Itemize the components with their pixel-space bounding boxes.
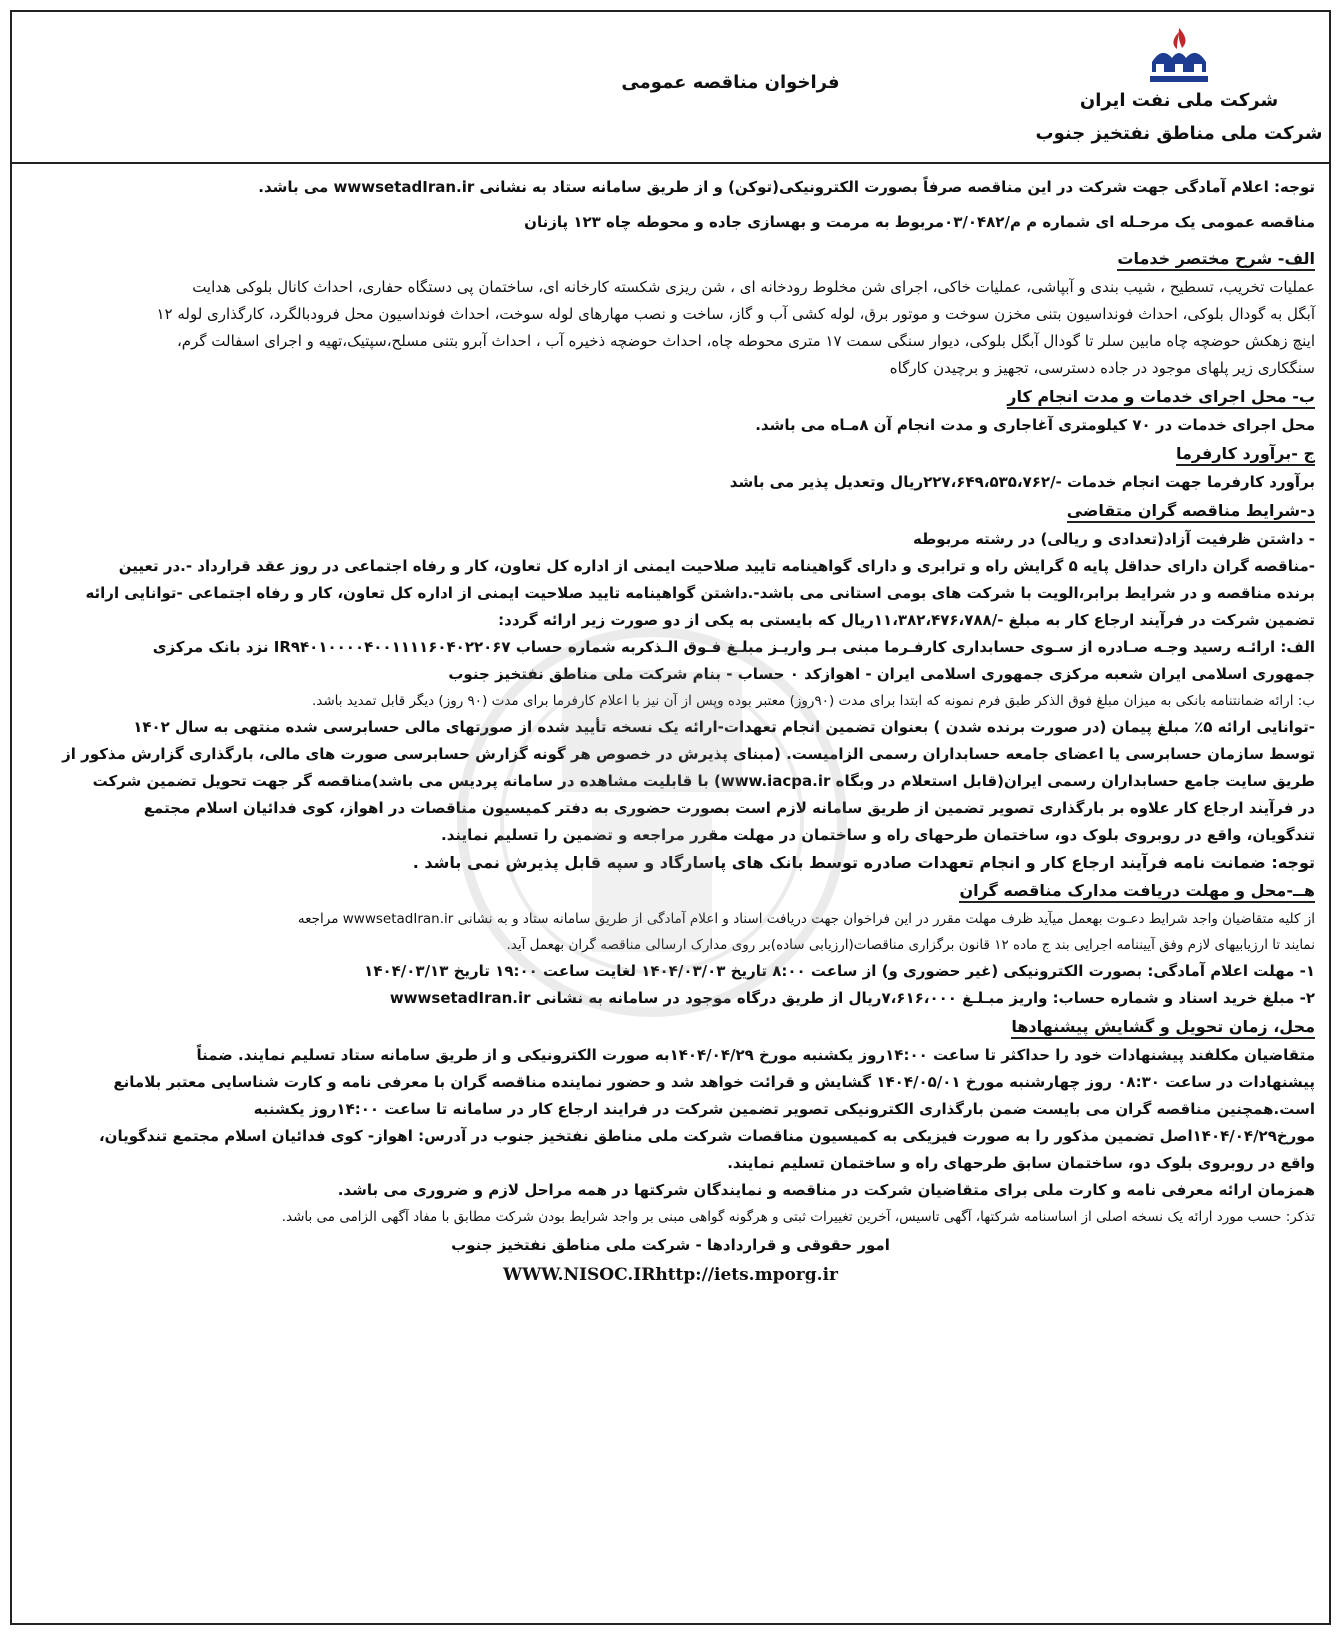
reminder-note: تذکر: حسب مورد ارائه یک نسخه اصلی از اساسنامه شرکتها، آگهی تاسیس، آخرین تغییرات ثبتی و هرگونه گواهی مبنی بر واجد شرایط بودن شرکت مطابق با مفاد آگهی الزامی می باشد. xyxy=(281,1209,1315,1225)
nioc-flame-logo-icon xyxy=(1144,26,1214,84)
company-name-nisoc: شرکت ملی مناطق نفتخیز جنوب xyxy=(1035,123,1323,144)
section-b-heading: ب- محل اجرای خدمات و مدت انجام کار xyxy=(26,382,1315,412)
electronic-notice: توجه: اعلام آمادگی جهت شرکت در این مناقصه صرفاً بصورت الکترونیکی(توکن) و از طریق سامانه ستاد به نشانی wwwsetadIran.ir می باشد. xyxy=(258,178,1315,196)
simultaneous-note: همزمان ارائه معرفی نامه و کارت ملی برای متقاضیان شرکت در مناقصه و نمایندگان شرکتها در همه مراحل لازم و ضروری می باشد. xyxy=(337,1181,1315,1199)
section-d-line: در فرآیند ارجاع کار علاوه بر بارگذاری تصویر تضمین از طریق سامانه لازم است بصورت حضوری به دفتر کمیسیون مناقصات در اهواز، کوی فدائیان اسلام مجتمع xyxy=(143,799,1315,817)
footer-urls: WWW.NISOC.IRhttp://iets.mporg.ir xyxy=(502,1265,838,1285)
guarantee-note: ب: ارائه ضمانتنامه بانکی به میزان مبلغ فوق الذکر طبق فرم نمونه که ابتدا برای مدت (۹۰روز) معتبر بوده وپس از آن نیز با اعلام کارفرما برای مدت (۹۰ روز) دیگر قابل تمدید باشد. xyxy=(311,693,1315,709)
tender-title: مناقصه عمومی یک مرحـله ای شماره م م/۰۳/۰۴۸۲مربوط به مرمت و بهسازی جاده و محوطه چاه ۱۲۳ پازنان xyxy=(524,213,1315,231)
section-f-line: مورخ۱۴۰۴/۰۴/۲۹اصل تضمین مذکور را به صورت فیزیکی به کمیسیون مناقصات شرکت ملی مناطق نفتخیز جنوب در آدرس: اهواز- کوی فدائیان اسلام مجتمع تندگویان، xyxy=(98,1127,1315,1145)
deadline-line: ۱- مهلت اعلام آمادگی: بصورت الکترونیکی (غیر حضوری و) از ساعت ۸:۰۰ تاریخ ۱۴۰۴/۰۳/۰۳ لغایت ساعت ۱۹:۰۰ تاریخ ۱۴۰۴/۰۳/۱۳ xyxy=(364,962,1315,980)
section-d-line: توسط سازمان حسابرسی یا اعضای جامعه حسابداران رسمی الزامیست. (مبنای پذیرش در خصوص هر گونه گزارش حسابرسی صورت های مالی، بارگذاری گزارش مذکور از xyxy=(62,745,1315,763)
tender-notice-page xyxy=(10,10,1331,1625)
section-c-heading: ج -برآورد کارفرما xyxy=(26,439,1315,469)
section-a-line: سنگکاری زیر پلهای موجود در جاده دسترسی، تجهیز و برچیدن کارگاه xyxy=(889,359,1315,377)
section-d-line: - داشتن ظرفیت آزاد(تعدادی و ریالی) در رشته مربوطه xyxy=(912,530,1315,548)
section-f-line: واقع در روبروی بلوک دو، ساختمان سابق طرحهای راه و ساختمان تسلیم نمایند. xyxy=(727,1154,1315,1172)
title-block xyxy=(12,12,1029,162)
section-d-line: -توانایی ارائه ۵٪ مبلغ پیمان (در صورت برنده شدن ) بعنوان تضمین انجام تعهدات-ارائه یک نسخه تأیید شده از صورتهای مالی حسابرسی شده منتهی به سال ۱۴۰۲ xyxy=(133,718,1315,736)
section-d-line: -مناقصه گران دارای حداقل پایه ۵ گرایش راه و ترابری و دارای گواهینامه تایید صلاحیت ایمنی از اداره کل تعاون، کار و رفاه اجتماعی در روز عقد قرارداد -.در تعیین xyxy=(118,557,1315,575)
section-e-line: نمایند تا ارزیابیهای لازم وفق آییننامه اجرایی بند ج ماده ۱۲ قانون برگزاری مناقصات(ارزیابی ساده)بر روی مدارک ارسالی مناقصه گران بهعمل آید. xyxy=(506,937,1315,953)
section-d-line: تندگویان، واقع در روبروی بلوک دو، ساختمان طرحهای راه و ساختمان در مهلت مقرر مراجعه و تضمین را تسلیم نمایند. xyxy=(441,826,1315,844)
section-b-text: محل اجرای خدمات در ۷۰ کیلومتری آغاجاری و مدت انجام آن ۸مـاه می باشد. xyxy=(755,416,1315,434)
section-d-line: تضمین شرکت در فرآیند ارجاع کار به مبلغ -/۱۱،۳۸۲،۴۷۶،۷۸۸ریال که بایستی به یکی از دو صورت زیر ارائه گردد: xyxy=(498,611,1315,629)
section-e-heading: هــ-محل و مهلت دریافت مدارک مناقصه گران xyxy=(26,876,1315,906)
section-d-line: طریق سایت جامع حسابداران رسمی ایران(قابل استعلام در وبگاه www.iacpa.ir) با قابلیت مشاهده در سامانه پردیس می باشد)مناقصه گر جهت تحویل تضمین شرکت xyxy=(92,772,1315,790)
section-d-heading: د-شرایط مناقصه گران متقاضی xyxy=(26,496,1315,526)
footer-signature: امور حقوقی و قراردادها - شرکت ملی مناطق نفتخیز جنوب xyxy=(451,1236,890,1254)
section-d-line: جمهوری اسلامی ایران شعبه مرکزی جمهوری اسلامی ایران - اهوازکد ۰ حساب - بنام شرکت ملی مناطق نفتخیز جنوب xyxy=(448,665,1315,683)
section-f-line: پیشنهادات در ساعت ۰۸:۳۰ روز چهارشنبه مورخ ۱۴۰۴/۰۵/۰۱ گشایش و قرائت خواهد شد و حضور نماینده مناقصه گران با معرفی نامه و کارت شناسایی معتبر بلامانع xyxy=(113,1073,1315,1091)
section-f-line: متقاضیان مکلفند پیشنهادات خود را حداکثر تا ساعت ۱۴:۰۰روز یکشنبه مورخ ۱۴۰۴/۰۴/۲۹به صورت الکترونیکی و از طریق سامانه ستاد تسلیم نمایند. ضمناً xyxy=(196,1046,1315,1064)
header xyxy=(12,12,1329,164)
section-a-line: عملیات تخریب، تسطیح ، شیب بندی و آبپاشی، عملیات خاکی، اجرای شن مخلوط رودخانه ای ، شن ریزی شکسته کارخانه ای، ساختمان پی دستگاه حفاری، احداث کانال بلوکی هدایت xyxy=(192,278,1315,296)
company-name-nioc: شرکت ملی نفت ایران xyxy=(1079,90,1279,111)
section-d-line: برنده مناقصه و در شرایط برابر،الویت با شرکت های بومی استانی می باشد-.داشتن گواهینامه تایید صلاحیت ایمنی از اداره کل تعاون، کار و رفاه اجتماعی -توانایی ارائه xyxy=(85,584,1315,602)
section-d-line: الف: ارائـه رسید وجـه صـادره از سـوی حسابداری کارفـرما مبنی بـر واریـز مبلـغ فـوق الـذکربه شماره حساب IR۹۴۰۱۰۰۰۰۴۰۰۱۱۱۱۶۰۴۰۲۲۰۶۷ نزد بانک مرکزی xyxy=(152,638,1315,656)
section-a-heading: الف- شرح مختصر خدمات xyxy=(26,244,1315,274)
page-title: فراخوان مناقصه عمومی xyxy=(621,72,840,93)
company-block xyxy=(1029,12,1329,162)
section-c-text: برآورد کارفرما جهت انجام خدمات -/۲۲۷،۶۴۹،۵۳۵،۷۶۲ریال وتعدیل پذیر می باشد xyxy=(729,473,1315,491)
section-e-line: از کلیه متقاضیان واجد شرایط دعـوت بهعمل میآید ظرف مهلت مقرر در این فراخوان جهت دریافت اسناد و اعلام آمادگی از طریق سامانه ستاد و به نشانی wwwsetadIran.ir مراجعه xyxy=(297,911,1315,927)
section-f-line: است.همچنین مناقصه گران می بایست ضمن بارگذاری الکترونیکی تصویر تضمین شرکت در فرایند ارجاع کار در سامانه تا ساعت ۱۴:۰۰روز یکشنبه xyxy=(253,1100,1315,1118)
section-f-heading: محل، زمان تحویل و گشایش پیشنهادها xyxy=(26,1012,1315,1042)
notice-body xyxy=(12,164,1329,1290)
section-a-line: اینچ زهکش حوضچه چاه مابین سلر تا گودال آبگل بلوکی، دیوار سنگی سمت ۱۷ متری محوطه چاه، احداث حوضچه ذخیره آب ، احداث آبرو بتنی مسلح،سپتیک،تهیه و اجرای اسفالت گرم، xyxy=(176,332,1315,350)
section-a-line: آبگل به گودال بلوکی، احداث فونداسیون بتنی مخزن سوخت و موتور برق، لوله کشی آب و گاز، ساخت و نصب مهارهای لوله سوخت، احداث فونداسیون محل فرودبالگرد، کارگذاری لوله ۱۲ xyxy=(156,305,1315,323)
fee-line: ۲- مبلغ خرید اسناد و شماره حساب: واریز مبـلـغ ۷،۶۱۶،۰۰۰ریال از طریق درگاه موجود در سامانه به نشانی wwwsetadIran.ir xyxy=(389,989,1315,1007)
bank-note: توجه: ضمانت نامه فرآیند ارجاع کار و انجام تعهدات صادره توسط بانک های پاسارگاد و سپه قابل پذیرش نمی باشد . xyxy=(412,853,1315,872)
